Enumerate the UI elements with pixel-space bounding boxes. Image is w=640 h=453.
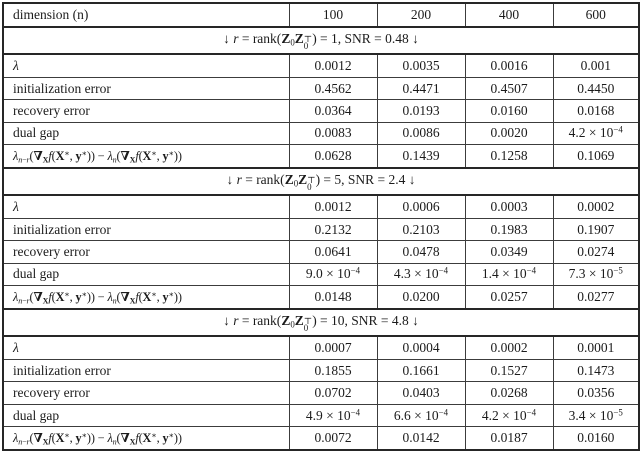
cell-value: 0.0001 <box>553 336 639 359</box>
table-row-initialization-error <box>3 77 639 99</box>
cell-value: 0.1527 <box>465 359 553 381</box>
cell-value: 0.0002 <box>465 336 553 359</box>
cell-value: 0.0478 <box>377 241 465 263</box>
section-title-r1: ↓ $r = rank(Z_0Z$ ⊤ 0 ) = 1, SNR = 0.48 ↓ <box>3 27 639 54</box>
cell-value: 0.0020 <box>465 122 553 144</box>
cell-value: 0.0016 <box>465 54 553 77</box>
cell-value: 0.0083 <box>289 122 377 144</box>
cell-value: 0.0142 <box>377 427 465 450</box>
table-row-lambda <box>3 336 639 359</box>
cell-value: 0.0628 <box>289 145 377 168</box>
table-row-dual-gap <box>3 122 639 144</box>
cell-value: 0.0035 <box>377 54 465 77</box>
cell-value: 0.0003 <box>465 195 553 218</box>
cell-value: 0.0277 <box>553 286 639 309</box>
row-label: recovery error <box>3 241 289 263</box>
cell-value: 0.1258 <box>465 145 553 168</box>
cell-value: 0.1907 <box>553 218 639 240</box>
section-title-r5: ↓ $r = rank(Z_0Z$ ⊤ 0 ) = 5, SNR = 2.4 ↓ <box>3 168 639 195</box>
cell-value: 0.0364 <box>289 100 377 122</box>
cell-value: 0.1983 <box>465 218 553 240</box>
row-label: dual gap <box>3 263 289 285</box>
cell-value: 0.4471 <box>377 77 465 99</box>
results-table <box>2 2 640 451</box>
cell-value: 0.0356 <box>553 382 639 404</box>
cell-value: 0.0007 <box>289 336 377 359</box>
cell-value: 0.0086 <box>377 122 465 144</box>
cell-value: 0.0168 <box>553 100 639 122</box>
row-label: recovery error <box>3 382 289 404</box>
row-label: $\lambda_{n-r}(\nabla_Xf(X^∗$, $y^∗)) - \lambda_n(\nabla_Xf(X^∗$, y∗)) <box>3 145 289 168</box>
cell-value: 0.0148 <box>289 286 377 309</box>
table-row-initialization-error <box>3 218 639 240</box>
cell-value: 0.001 <box>553 54 639 77</box>
table-row-eigengap <box>3 427 639 450</box>
cell-value: 0.4507 <box>465 77 553 99</box>
section-header-row-r5 <box>3 168 639 195</box>
cell-value: 0.0193 <box>377 100 465 122</box>
cell-value: 0.0257 <box>465 286 553 309</box>
table-row-eigengap <box>3 145 639 168</box>
cell-value: $7.3 \times 10^{-5}$ <box>553 263 639 285</box>
row-label: $\lambda_{n-r}(\nabla_Xf(X^∗$, $y^∗)) - \lambda_n(\nabla_Xf(X^∗$, y∗)) <box>3 286 289 309</box>
row-label: λ <box>3 195 289 218</box>
row-label: initialization error <box>3 218 289 240</box>
table-row-dual-gap <box>3 404 639 426</box>
cell-value: 0.1855 <box>289 359 377 381</box>
cell-value: 0.0274 <box>553 241 639 263</box>
cell-value: 0.0349 <box>465 241 553 263</box>
cell-value: 0.1069 <box>553 145 639 168</box>
cell-value: 0.1439 <box>377 145 465 168</box>
row-label: $\lambda_{n-r}(\nabla_Xf(X^∗$, $y^∗)) - \lambda_n(\nabla_Xf(X^∗$, y∗)) <box>3 427 289 450</box>
row-label: initialization error <box>3 359 289 381</box>
row-label: initialization error <box>3 77 289 99</box>
cell-value: 0.0200 <box>377 286 465 309</box>
cell-value: 0.0641 <box>289 241 377 263</box>
table-row-initialization-error <box>3 359 639 381</box>
cell-value: 0.0160 <box>553 427 639 450</box>
table-row-lambda <box>3 54 639 77</box>
cell-value: 0.4450 <box>553 77 639 99</box>
cell-value: 0.0702 <box>289 382 377 404</box>
cell-value: 0.4562 <box>289 77 377 99</box>
cell-value: $4.2 \times 10^{-4}$ <box>465 404 553 426</box>
cell-value: 0.0006 <box>377 195 465 218</box>
cell-value: 0.0012 <box>289 195 377 218</box>
row-label: dual gap <box>3 122 289 144</box>
col-header-200: 200 <box>377 3 465 27</box>
table-row-lambda <box>3 195 639 218</box>
row-label: λ <box>3 54 289 77</box>
col-header-400: 400 <box>465 3 553 27</box>
table-row-recovery-error <box>3 382 639 404</box>
cell-value: $4.9 \times 10^{-4}$ <box>289 404 377 426</box>
cell-value: 0.0012 <box>289 54 377 77</box>
col-header-100: 100 <box>289 3 377 27</box>
col-header-600: 600 <box>553 3 639 27</box>
row-label: dual gap <box>3 404 289 426</box>
cell-value: 0.0187 <box>465 427 553 450</box>
cell-value: $4.2 \times 10^{-4}$ <box>553 122 639 144</box>
dimension-header: dimension (n) <box>3 3 289 27</box>
cell-value: 0.0403 <box>377 382 465 404</box>
cell-value: $6.6 \times 10^{-4}$ <box>377 404 465 426</box>
cell-value: 0.0002 <box>553 195 639 218</box>
cell-value: $3.4 \times 10^{-5}$ <box>553 404 639 426</box>
cell-value: $9.0 \times 10^{-4}$ <box>289 263 377 285</box>
cell-value: $1.4 \times 10^{-4}$ <box>465 263 553 285</box>
table-row-eigengap <box>3 286 639 309</box>
table-row-dual-gap <box>3 263 639 285</box>
cell-value: 0.0072 <box>289 427 377 450</box>
section-header-row-r10 <box>3 309 639 336</box>
row-label: recovery error <box>3 100 289 122</box>
cell-value: 0.0160 <box>465 100 553 122</box>
row-label: λ <box>3 336 289 359</box>
cell-value: 0.2132 <box>289 218 377 240</box>
cell-value: 0.2103 <box>377 218 465 240</box>
header-row <box>3 3 639 27</box>
cell-value: 0.0004 <box>377 336 465 359</box>
cell-value: 0.0268 <box>465 382 553 404</box>
table-row-recovery-error <box>3 241 639 263</box>
table-row-recovery-error <box>3 100 639 122</box>
cell-value: $4.3 \times 10^{-4}$ <box>377 263 465 285</box>
section-header-row-r1 <box>3 27 639 54</box>
cell-value: 0.1473 <box>553 359 639 381</box>
cell-value: 0.1661 <box>377 359 465 381</box>
section-title-r10: ↓ $r = rank(Z_0Z$ ⊤ 0 ) = 10, SNR = 4.8 ↓ <box>3 309 639 336</box>
